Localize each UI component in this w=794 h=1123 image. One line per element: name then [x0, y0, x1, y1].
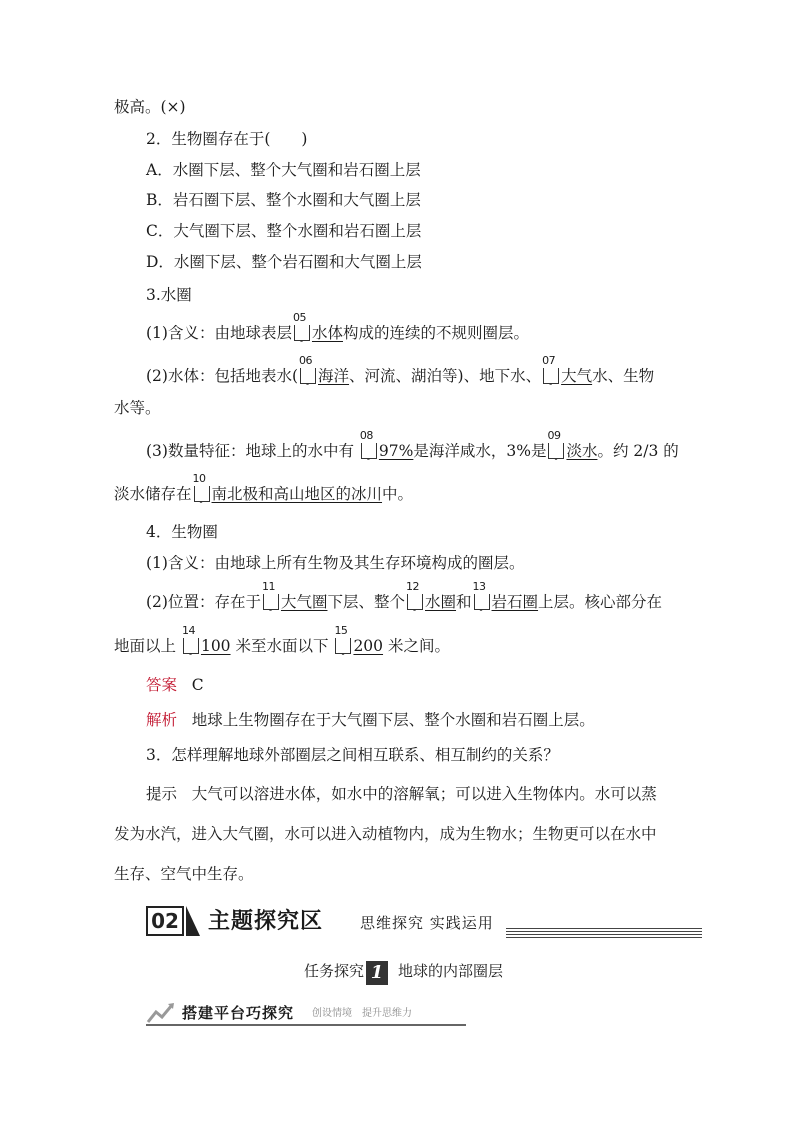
hint-line: 发为水汽，进入大气圈，水可以进入动植物内，成为生物水；生物更可以在水中 — [114, 825, 657, 843]
task-label: 任务探究 — [304, 962, 365, 980]
section-number: 02 — [146, 906, 184, 936]
section-header — [146, 904, 702, 940]
option-b: B．岩石圈下层、整个水圈和大气圈上层 — [146, 191, 421, 209]
option-c: C．大气圈下层、整个水圈和岩石圈上层 — [146, 222, 422, 240]
divider — [506, 928, 702, 929]
heading-biosphere: 4．生物圈 — [146, 523, 218, 541]
blank-box: 06 - — [300, 368, 316, 384]
hydro-water-bodies: (2)水体：包括地表水( 06 - 海洋、河流、湖泊等)、地下水、 07 - 大气水、生物 — [146, 354, 655, 390]
task-heading — [304, 958, 503, 988]
hint-line: 提示 大气可以溶进水体，如水中的溶解氧；可以进入生物体内。水可以蒸 — [146, 785, 657, 803]
answer-label: 答案 — [146, 676, 178, 694]
divider — [146, 1024, 466, 1026]
blank-box: 15 - — [335, 638, 351, 654]
bio-location-cont: 地面以上 14 - 100 米至水面以下 15 - 200 米之间。 — [114, 624, 450, 660]
subsection-title: 搭建平台巧探究 — [182, 1004, 295, 1022]
trend-chart-icon — [146, 1000, 176, 1026]
blank-box: 11 - — [263, 594, 279, 610]
question-2: 2．生物圈存在于( ) — [146, 130, 308, 148]
task-title: 地球的内部圈层 — [398, 962, 504, 980]
hint-line: 生存、空气中生存。 — [114, 865, 254, 883]
blank-box: 10 - — [194, 486, 210, 502]
heading-hydrosphere: 3.水圈 — [146, 286, 192, 304]
bio-definition: (1)含义：由地球上所有生物及其生存环境构成的圈层。 — [146, 554, 525, 572]
blank-box: 14 - — [183, 638, 199, 654]
explanation: 解析 地球上生物圈存在于大气圈下层、整个水圈和岩石圈上层。 — [146, 711, 595, 729]
subsection-hint: 创设情境 提升思维力 — [312, 1008, 412, 1019]
divider — [506, 937, 702, 938]
blank-box: 12 - — [407, 594, 423, 610]
section-title: 主题探究区 — [208, 908, 324, 934]
divider — [506, 934, 702, 935]
hydro-definition: (1)含义：由地球表层 05 - 水体构成的连续的不规则圈层。 — [146, 311, 529, 347]
text-line: 水等。 — [114, 399, 161, 417]
blank-box: 13 - — [474, 594, 490, 610]
blank-box: 07 - — [543, 368, 559, 384]
option-d: D．水圈下层、整个岩石圈和大气圈上层 — [146, 253, 422, 271]
text-line: 极高。(×) — [114, 98, 186, 116]
subsection-header — [146, 1000, 466, 1028]
blank-box: 05 - — [294, 325, 310, 341]
explanation-label: 解析 — [146, 711, 178, 729]
divider — [506, 931, 702, 932]
section-triangle — [186, 906, 200, 936]
hydro-quantity: (3)数量特征：地球上的水中有 08 - 97%是海洋咸水，3%是 09 - 淡水。约 2/3 的 — [146, 429, 679, 465]
bio-location: (2)位置：存在于 11 - 大气圈下层、整个 12 - 水圈和 13 - 岩石圈上层。核心部分在 — [146, 580, 663, 616]
task-number: 1 — [366, 961, 388, 985]
section-subtitle: 思维探究 实践运用 — [360, 914, 494, 932]
question-3: 3．怎样理解地球外部圈层之间相互联系、相互制约的关系？ — [146, 746, 559, 764]
option-a: A．水圈下层、整个大气圈和岩石圈上层 — [146, 161, 421, 179]
blank-box: 08 - — [361, 443, 377, 459]
answer: 答案 C — [146, 676, 204, 694]
hydro-quantity-cont: 淡水储存在 10 - 南北极和高山地区的冰川中。 — [114, 472, 414, 508]
blank-box: 09 - — [548, 443, 564, 459]
